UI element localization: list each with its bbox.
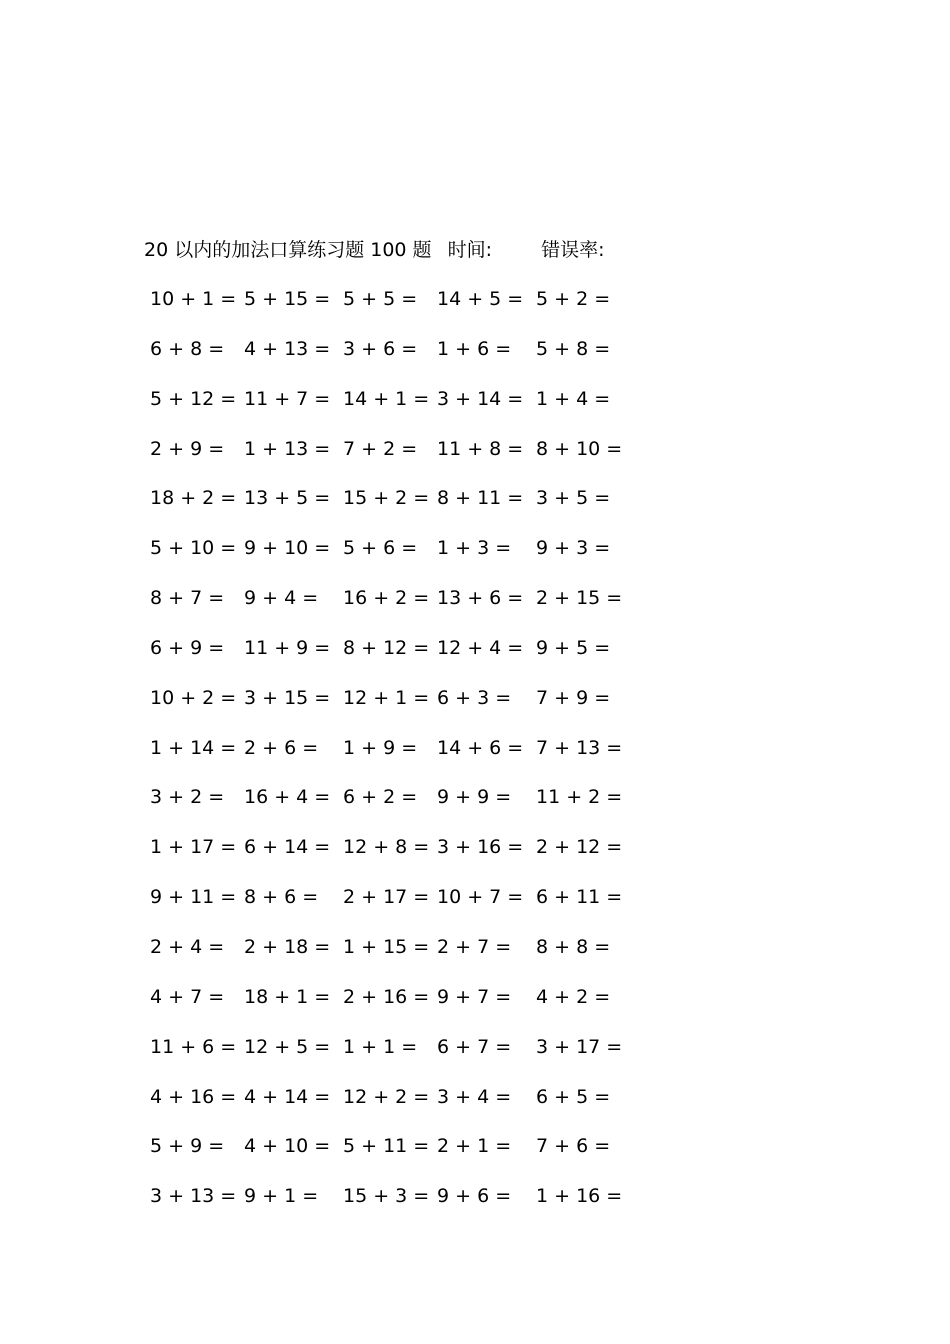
addition-problem: 2 + 12 =	[536, 836, 623, 859]
addition-problem: 1 + 17 =	[150, 836, 237, 859]
addition-problem: 11 + 6 =	[150, 1035, 237, 1058]
addition-problem: 4 + 16 =	[150, 1085, 237, 1108]
problem-row	[148, 932, 708, 982]
problem-row	[148, 284, 708, 334]
addition-problem: 5 + 9 =	[150, 1135, 225, 1158]
addition-problem: 1 + 13 =	[244, 437, 331, 460]
problem-row	[148, 533, 708, 583]
addition-problem: 16 + 4 =	[244, 786, 331, 809]
addition-problem: 1 + 9 =	[343, 736, 418, 759]
addition-problem: 12 + 2 =	[343, 1085, 430, 1108]
addition-problem: 3 + 4 =	[437, 1085, 512, 1108]
addition-problem: 13 + 6 =	[437, 587, 524, 610]
addition-problem: 3 + 13 =	[150, 1185, 237, 1208]
addition-problem: 8 + 7 =	[150, 587, 225, 610]
addition-problem: 14 + 5 =	[437, 288, 524, 310]
addition-problem: 8 + 11 =	[437, 487, 524, 510]
addition-problem: 3 + 17 =	[536, 1035, 623, 1058]
addition-problem: 18 + 1 =	[244, 985, 331, 1008]
addition-problem: 6 + 2 =	[343, 786, 418, 809]
problem-row	[148, 1181, 708, 1231]
problem-row	[148, 583, 708, 633]
worksheet-header	[144, 236, 604, 264]
addition-problem: 9 + 1 =	[244, 1185, 319, 1208]
addition-problem: 4 + 10 =	[244, 1135, 331, 1158]
addition-problem: 4 + 7 =	[150, 985, 225, 1008]
addition-problem: 2 + 18 =	[244, 935, 331, 958]
addition-problem: 5 + 11 =	[343, 1135, 430, 1158]
addition-problem: 8 + 10 =	[536, 437, 623, 460]
addition-problem: 15 + 3 =	[343, 1185, 430, 1208]
addition-problem: 2 + 9 =	[150, 437, 225, 460]
addition-problem: 2 + 7 =	[437, 935, 512, 958]
addition-problem: 6 + 5 =	[536, 1085, 611, 1108]
error-rate-label: 错误率:	[541, 239, 605, 261]
addition-problem: 12 + 1 =	[343, 686, 430, 709]
problem-row	[148, 1131, 708, 1181]
problem-row	[148, 1032, 708, 1082]
addition-problem: 5 + 15 =	[244, 288, 331, 310]
addition-problem: 8 + 12 =	[343, 636, 430, 659]
problem-row	[148, 683, 708, 733]
addition-problem: 8 + 8 =	[536, 935, 611, 958]
addition-problem: 2 + 1 =	[437, 1135, 512, 1158]
addition-problem: 1 + 6 =	[437, 337, 512, 360]
problem-row	[148, 782, 708, 832]
addition-problem: 14 + 6 =	[437, 736, 524, 759]
addition-problem: 14 + 1 =	[343, 387, 430, 410]
addition-problem: 5 + 8 =	[536, 337, 611, 360]
addition-problem: 5 + 10 =	[150, 537, 237, 560]
addition-problem: 7 + 6 =	[536, 1135, 611, 1158]
addition-problem: 6 + 14 =	[244, 836, 331, 859]
addition-problem: 6 + 9 =	[150, 636, 225, 659]
addition-problem: 9 + 7 =	[437, 985, 512, 1008]
addition-problem: 12 + 4 =	[437, 636, 524, 659]
addition-problem: 7 + 13 =	[536, 736, 623, 759]
addition-problem: 3 + 14 =	[437, 387, 524, 410]
addition-problem: 9 + 6 =	[437, 1185, 512, 1208]
problem-row	[148, 982, 708, 1032]
addition-problem: 1 + 16 =	[536, 1185, 623, 1208]
addition-problem: 9 + 3 =	[536, 537, 611, 560]
addition-problem: 15 + 2 =	[343, 487, 430, 510]
addition-problem: 5 + 12 =	[150, 387, 237, 410]
problem-row	[148, 832, 708, 882]
addition-problem: 1 + 3 =	[437, 537, 512, 560]
addition-problem: 3 + 6 =	[343, 337, 418, 360]
addition-problem: 12 + 5 =	[244, 1035, 331, 1058]
problem-row	[148, 384, 708, 434]
problem-row	[148, 434, 708, 484]
addition-problem: 10 + 7 =	[437, 886, 524, 909]
problem-grid	[148, 284, 708, 1231]
addition-problem: 16 + 2 =	[343, 587, 430, 610]
addition-problem: 6 + 7 =	[437, 1035, 512, 1058]
addition-problem: 9 + 4 =	[244, 587, 319, 610]
addition-problem: 6 + 8 =	[150, 337, 225, 360]
addition-problem: 12 + 8 =	[343, 836, 430, 859]
addition-problem: 1 + 4 =	[536, 387, 611, 410]
addition-problem: 11 + 8 =	[437, 437, 524, 460]
addition-problem: 18 + 2 =	[150, 487, 237, 510]
addition-problem: 11 + 9 =	[244, 636, 331, 659]
addition-problem: 2 + 16 =	[343, 985, 430, 1008]
addition-problem: 1 + 14 =	[150, 736, 237, 759]
addition-problem: 1 + 15 =	[343, 935, 430, 958]
addition-problem: 8 + 6 =	[244, 886, 319, 909]
addition-problem: 6 + 3 =	[437, 686, 512, 709]
problem-row	[148, 633, 708, 683]
addition-problem: 10 + 1 =	[150, 288, 237, 310]
addition-problem: 3 + 15 =	[244, 686, 331, 709]
addition-problem: 2 + 6 =	[244, 736, 319, 759]
addition-problem: 11 + 2 =	[536, 786, 623, 809]
addition-problem: 5 + 5 =	[343, 288, 418, 310]
addition-problem: 2 + 15 =	[536, 587, 623, 610]
problem-row	[148, 483, 708, 533]
addition-problem: 3 + 5 =	[536, 487, 611, 510]
addition-problem: 2 + 4 =	[150, 935, 225, 958]
worksheet-title: 20 以内的加法口算练习题 100 题	[144, 239, 432, 261]
addition-problem: 9 + 11 =	[150, 886, 237, 909]
addition-problem: 3 + 2 =	[150, 786, 225, 809]
addition-problem: 9 + 10 =	[244, 537, 331, 560]
addition-problem: 1 + 1 =	[343, 1035, 418, 1058]
problem-row	[148, 733, 708, 783]
addition-problem: 6 + 11 =	[536, 886, 623, 909]
problem-row	[148, 882, 708, 932]
addition-problem: 10 + 2 =	[150, 686, 237, 709]
addition-problem: 4 + 2 =	[536, 985, 611, 1008]
addition-problem: 2 + 17 =	[343, 886, 430, 909]
addition-problem: 5 + 6 =	[343, 537, 418, 560]
addition-problem: 3 + 16 =	[437, 836, 524, 859]
addition-problem: 9 + 9 =	[437, 786, 512, 809]
problem-row	[148, 1082, 708, 1132]
addition-problem: 4 + 13 =	[244, 337, 331, 360]
addition-problem: 4 + 14 =	[244, 1085, 331, 1108]
addition-problem: 7 + 2 =	[343, 437, 418, 460]
addition-problem: 11 + 7 =	[244, 387, 331, 410]
addition-problem: 5 + 2 =	[536, 288, 611, 310]
addition-problem: 7 + 9 =	[536, 686, 611, 709]
time-label: 时间:	[447, 239, 493, 261]
addition-problem: 9 + 5 =	[536, 636, 611, 659]
addition-problem: 13 + 5 =	[244, 487, 331, 510]
problem-row	[148, 334, 708, 384]
